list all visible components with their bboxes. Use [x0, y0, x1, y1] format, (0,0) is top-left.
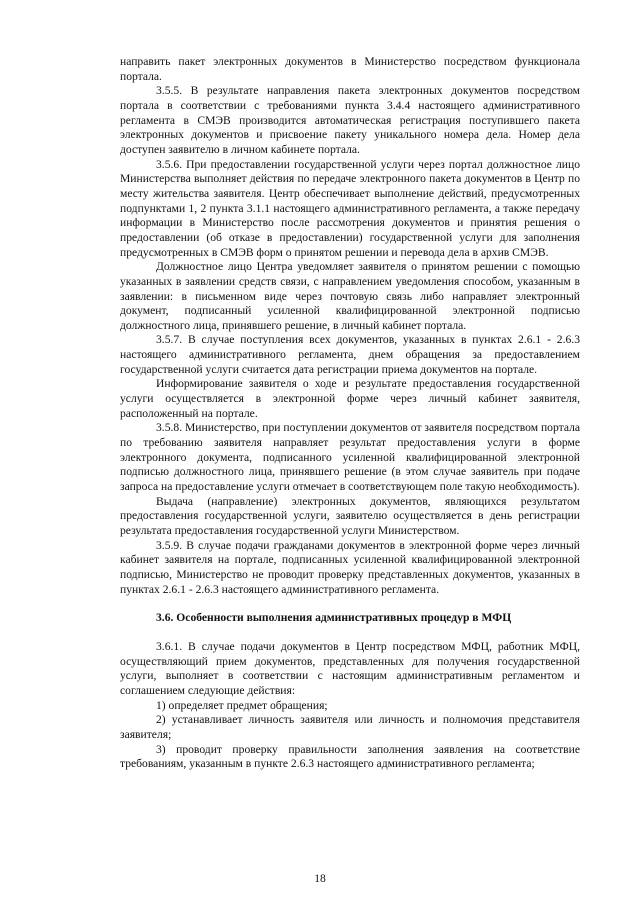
list-item-2: 2) устанавливает личность заявителя или личность и полномочия представителя заявителя; [120, 713, 580, 741]
paragraph-3-5-9: 3.5.9. В случае подачи гражданами документов в электронной форме через личный кабинет заявителя на портале, подписанных усиленной квалифицированной электронной подписью, Министерство не проводит проверку представленных документов, указанных в пунктах 2.6.1 - 2.6.3 настоящего административного регламента. [120, 538, 580, 596]
paragraph-3-5-8: 3.5.8. Министерство, при поступлении документов от заявителя посредством портала по требованию заявителя направляет результат предоставления услуги в форме электронного документа, подписанного усиленной квалифицированной электронной подписью должностного лица, принявшего решение (в этом случае заявитель при подаче запроса на предоставление услуги отмечает в соответствующем поле такую необходимость). [120, 421, 580, 494]
paragraph-3-6-1: 3.6.1. В случае подачи документов в Центр посредством МФЦ, работник МФЦ, осуществляющий прием документов, представленных для получения государственной услуги, выполняет в соответствии с настоящим административным регламентом и соглашением следующие действия: [120, 639, 580, 697]
list-item-3: 3) проводит проверку правильности заполнения заявления на соответствие требованиям, указанным в пункте 2.6.3 настоящего административного регламента; [120, 742, 580, 771]
paragraph-3-5-7: 3.5.7. В случае поступления всех документов, указанных в пунктах 2.6.1 - 2.6.3 настоящего административного регламента, днем обращения за предоставлением государственной услуги считается дата регистрации приема документов на портале. [120, 333, 580, 376]
page-number: 18 [314, 872, 326, 885]
paragraph-center-notification: Должностное лицо Центра уведомляет заявителя о принятом решении с помощью указанных в заявлении средств связи, с направлением уведомления способом, указанным в заявлении: в письменном виде через почтовую связь либо направляет электронный документ, подписанный усиленной квалифицированной электронной подписью должностного лица, принявшего решение, в личный кабинет портала. [120, 260, 580, 332]
paragraph-informing: Информирование заявителя о ходе и результате предоставления государственной услуги осуществляется в электронной форме через личный кабинет заявителя, расположенный на портале. [120, 377, 580, 420]
paragraph-3-5-5: 3.5.5. В результате направления пакета электронных документов посредством портала в соответствии с требованиями пункта 3.4.4 настоящего административного регламента в СМЭВ производится автоматическая регистрация поступившего пакета электронных документов и присвоение пакету уникального номера дела. Номер дела доступен заявителю в личном кабинете портала. [120, 84, 580, 156]
section-heading: 3.6. Особенности выполнения административных процедур в МФЦ [156, 611, 512, 625]
paragraph-issuance: Выдача (направление) электронных документов, являющихся результатом предоставления государственной услуги, заявителю осуществляется в день регистрации результата предоставления государственной услуги Министерством. [120, 494, 580, 537]
list-item-1: 1) определяет предмет обращения; [156, 698, 328, 712]
paragraph-continuation: направить пакет электронных документов в Министерство посредством функционала портала. [120, 55, 580, 83]
paragraph-3-5-6: 3.5.6. При предоставлении государственной услуги через портал должностное лицо Министерства выполняет действия по передаче электронного пакета документов в Центр по месту жительства заявителя. Центр обеспечивает выполнение действий, предусмотренных подпунктами 1, 2 пункта 3.1.1 настоящего административного регламента, а также передачу информации в Министерство после рассмотрения документов и принятия решения о предоставлении (об отказе в предоставлении) государственной услуги для заполнения предусмотренных в СМЭВ форм о принятом решении и перевода дела в архив СМЭВ. [120, 157, 580, 259]
document-body [120, 55, 580, 772]
